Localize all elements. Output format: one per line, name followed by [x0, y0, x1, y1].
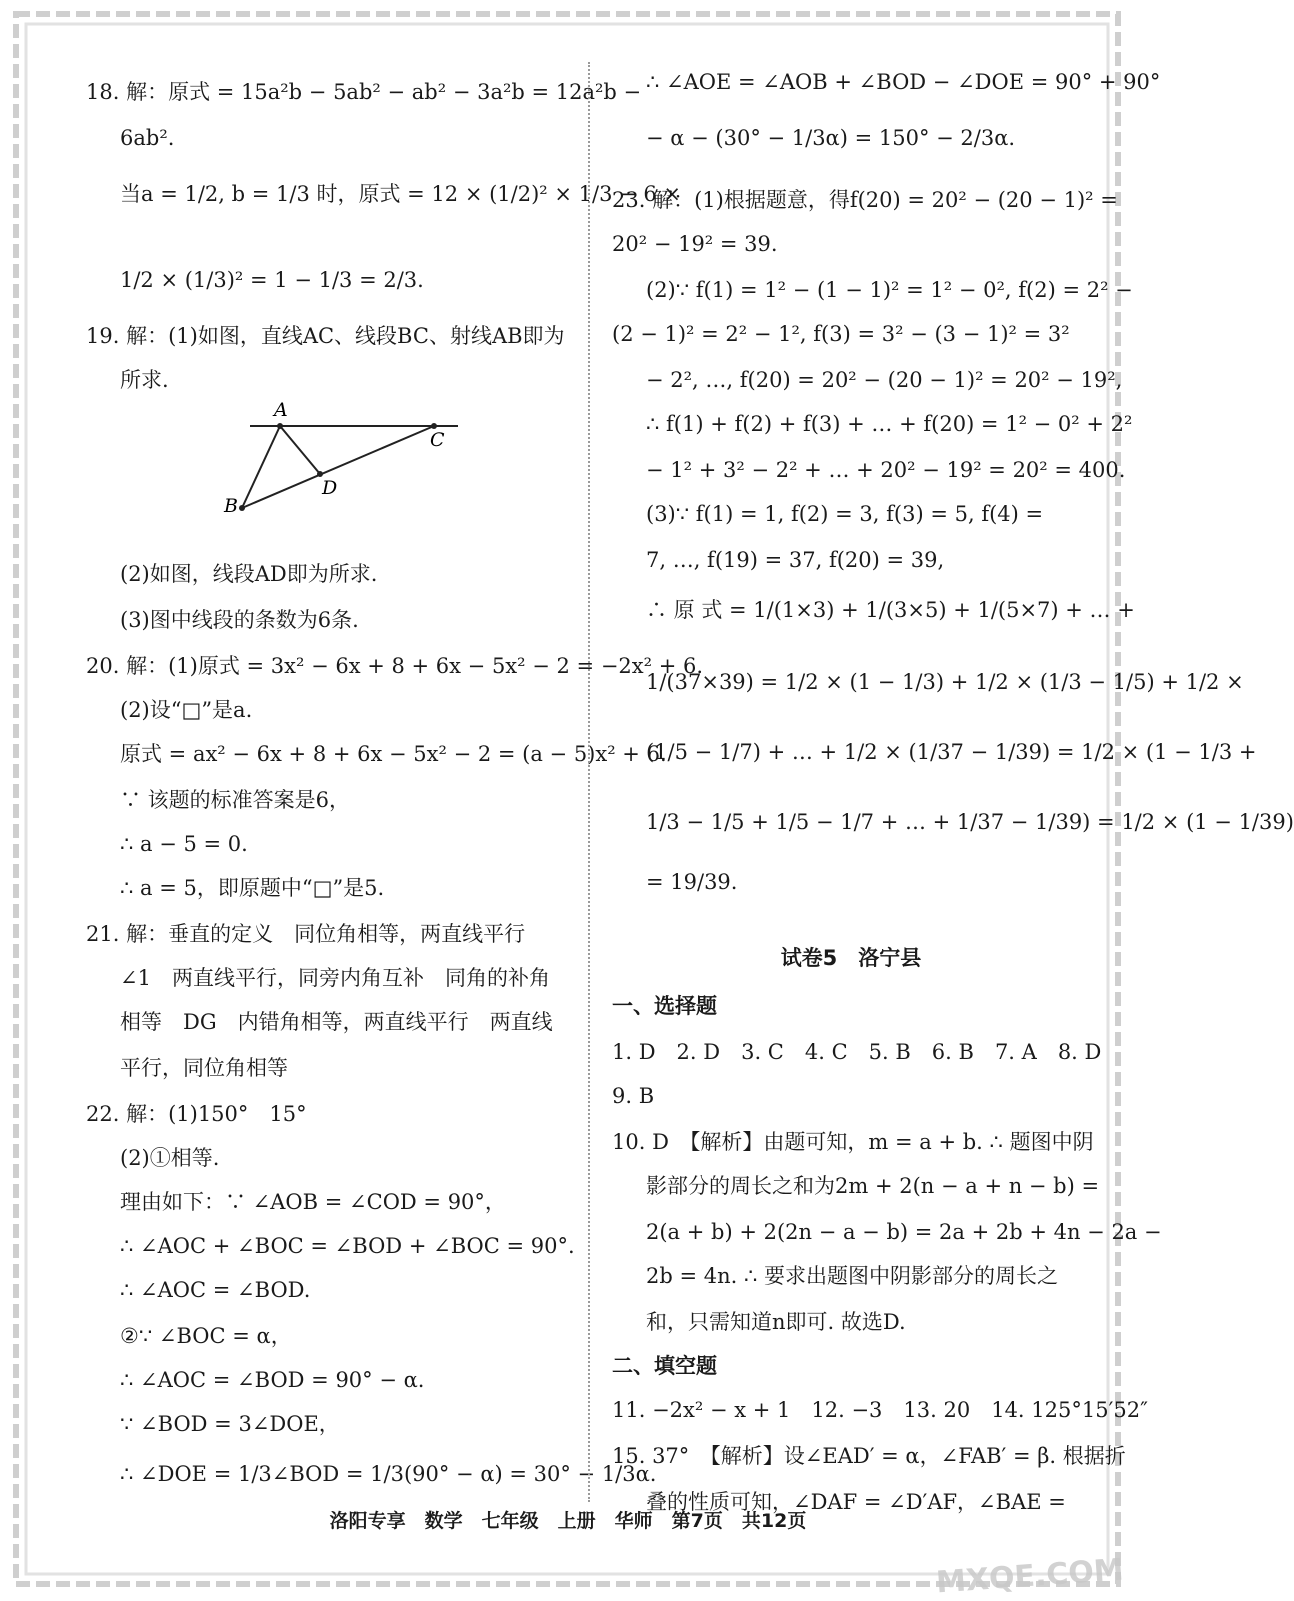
column-divider — [588, 62, 590, 1502]
text-line: = 19/39. — [646, 870, 738, 894]
text-line: ∴ a = 5，即原题中“□”是5. — [120, 876, 385, 900]
text-line: 20. 解：(1)原式 = 3x² − 6x + 8 + 6x − 5x² − 2 = −2x² + 6. — [86, 654, 704, 678]
text-line: 23. 解：(1)根据题意，得f(20) = 20² − (20 − 1)² = — [612, 188, 1118, 212]
text-line: 1. D 2. D 3. C 4. C 5. B 6. B 7. A 8. D — [612, 1040, 1102, 1064]
text-line: 2(a + b) + 2(2n − a − b) = 2a + 2b + 4n − 2a − — [646, 1220, 1162, 1244]
text-line: 相等 DG 内错角相等，两直线平行 两直线 — [120, 1010, 553, 1034]
label-b: B — [224, 495, 238, 517]
text-line: ∴ ∠DOE = 1/3∠BOD = 1/3(90° − α) = 30° − 1/3α. — [120, 1462, 657, 1486]
text-line: 9. B — [612, 1084, 655, 1108]
text-line: 所求. — [120, 368, 169, 392]
text-line: (2)①相等. — [120, 1146, 220, 1170]
point-b — [239, 505, 245, 511]
text-line: 叠的性质可知，∠DAF = ∠D′AF，∠BAE = — [646, 1490, 1066, 1514]
ray-ab — [242, 426, 280, 508]
segment-ad — [280, 426, 320, 474]
text-line: 10. D 【解析】由题可知，m = a + b. ∴ 题图中阴 — [612, 1130, 1094, 1154]
text-line: ∴ f(1) + f(2) + f(3) + … + f(20) = 1² − 0² + 2² — [646, 412, 1133, 436]
text-line: 理由如下：∵ ∠AOB = ∠COD = 90°， — [120, 1190, 506, 1214]
text-line: 原式 = ax² − 6x + 8 + 6x − 5x² − 2 = (a − 5)x² + 6. — [120, 742, 667, 766]
label-c: C — [430, 429, 445, 451]
text-line: 影部分的周长之和为2m + 2(n − a + n − b) = — [646, 1174, 1100, 1198]
text-line: 1/2 × (1/3)² = 1 − 1/3 = 2/3. — [120, 268, 424, 292]
text-line: (2 − 1)² = 2² − 1², f(3) = 3² − (3 − 1)² = 3² — [612, 322, 1070, 346]
text-line: ∵ ∠BOD = 3∠DOE， — [120, 1412, 340, 1436]
geometry-figure — [130, 340, 490, 540]
text-line: 2b = 4n. ∴ 要求出题图中阴影部分的周长之 — [646, 1264, 1059, 1288]
text-line: 当a = 1/2, b = 1/3 时，原式 = 12 × (1/2)² × 1/3 − 6 × — [120, 182, 682, 206]
text-line: 和，只需知道n即可. 故选D. — [646, 1310, 906, 1334]
text-line: 平行，同位角相等 — [120, 1056, 288, 1080]
page-footer: 洛阳专享 数学 七年级 上册 华师 第7页 共12页 — [329, 1510, 807, 1532]
text-line: (3)图中线段的条数为6条. — [120, 608, 359, 632]
text-line: − 2², …, f(20) = 20² − (20 − 1)² = 20² − 19², — [646, 368, 1123, 392]
text-line: (2)如图，线段AD即为所求. — [120, 562, 378, 586]
text-line: 1/(37×39) = 1/2 × (1 − 1/3) + 1/2 × (1/3 − 1/5) + 1/2 × — [646, 670, 1244, 694]
text-line: (2)设“□”是a. — [120, 698, 253, 722]
text-line: − α − (30° − 1/3α) = 150° − 2/3α. — [646, 126, 1016, 150]
text-line: (2)∵ f(1) = 1² − (1 − 1)² = 1² − 0², f(2) = 2² − — [646, 278, 1133, 302]
watermark-logo: MXQE.COM — [935, 1552, 1125, 1601]
text-line: 15. 37° 【解析】设∠EAD′ = α，∠FAB′ = β. 根据折 — [612, 1444, 1126, 1468]
text-line: − 1² + 3² − 2² + … + 20² − 19² = 20² = 400. — [646, 458, 1126, 482]
segment-bc — [242, 426, 434, 508]
text-line: ∴ ∠AOC = ∠BOD = 90° − α. — [120, 1368, 425, 1392]
text-line: ∴ ∠AOE = ∠AOB + ∠BOD − ∠DOE = 90° + 90° — [646, 70, 1161, 94]
text-line: 18. 解：原式 = 15a²b − 5ab² − ab² − 3a²b = 12a²b − — [86, 80, 642, 104]
label-a: A — [274, 399, 288, 421]
section-title: 试卷5 洛宁县 — [780, 946, 922, 970]
text-line: 6ab². — [120, 126, 175, 150]
text-line: ②∵ ∠BOC = α， — [120, 1324, 292, 1348]
text-line: ∴ a − 5 = 0. — [120, 832, 248, 856]
text-line: 11. −2x² − x + 1 12. −3 13. 20 14. 125°15′52″ — [612, 1398, 1148, 1422]
text-line: 二、填空题 — [612, 1354, 717, 1378]
text-line: 1/3 − 1/5 + 1/5 − 1/7 + … + 1/37 − 1/39) = 1/2 × (1 − 1/39) — [646, 810, 1294, 834]
text-line: 7, …, f(19) = 37, f(20) = 39, — [646, 548, 945, 572]
text-line: 20² − 19² = 39. — [612, 232, 778, 256]
text-line: (3)∵ f(1) = 1, f(2) = 3, f(3) = 5, f(4) = — [646, 502, 1044, 526]
text-line: 一、选择题 — [612, 994, 717, 1018]
point-a — [277, 423, 283, 429]
text-line: ∴ 原 式 = 1/(1×3) + 1/(3×5) + 1/(5×7) + … + — [646, 598, 1135, 622]
text-line: (1/5 − 1/7) + … + 1/2 × (1/37 − 1/39) = 1/2 × (1 − 1/3 + — [646, 740, 1257, 764]
text-line: 19. 解：(1)如图，直线AC、线段BC、射线AB即为 — [86, 324, 565, 348]
text-line: 21. 解：垂直的定义 同位角相等，两直线平行 — [86, 922, 526, 946]
text-line: ∴ ∠AOC = ∠BOD. — [120, 1278, 311, 1302]
text-line: ∠1 两直线平行，同旁内角互补 同角的补角 — [120, 966, 550, 990]
text-line: ∴ ∠AOC + ∠BOC = ∠BOD + ∠BOC = 90°. — [120, 1234, 575, 1258]
text-line: 22. 解：(1)150° 15° — [86, 1102, 307, 1126]
text-line: ∵ 该题的标准答案是6， — [120, 788, 351, 812]
label-d: D — [322, 477, 338, 499]
